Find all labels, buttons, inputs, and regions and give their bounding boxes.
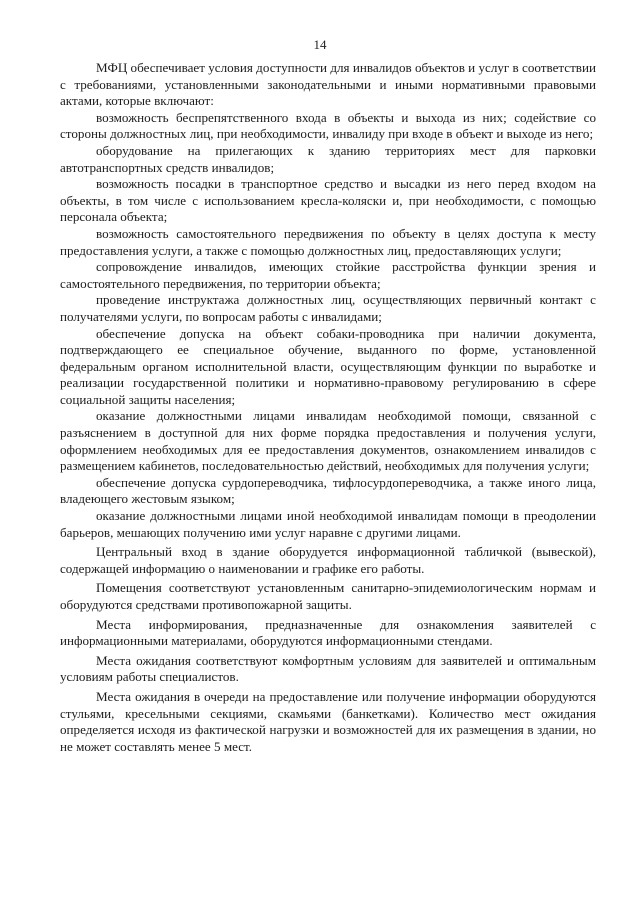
paragraph-item-entrance: возможность беспрепятственного входа в объекты и выхода из них; содействие со стороны должностных лиц, при необходимости, инвалиду при входе в объект и выходе из него; (60, 109, 596, 142)
paragraph-item-assistance: оказание должностными лицами инвалидам необходимой помощи, связанной с разъяснением в доступной для них форме порядка предоставления и получения услуги, оформлением необходимых для ее предоставления документов, ознакомлением инвалидов с размещением кабинетов, последовательностью действий, необходимых для получения услуги; (60, 408, 596, 474)
paragraph-item-barriers: оказание должностными лицами иной необходимой инвалидам помощи в преодолении барьеров, мешающих получению ими услуг наравне с другими лицами. (60, 508, 596, 540)
paragraph-item-movement: возможность самостоятельного передвижения по объекту в целях доступа к месту предоставления услуги, а также с помощью должностных лиц, предоставляющих услуги; (60, 225, 596, 258)
paragraph-premises: Помещения соответствуют установленным санитарно-эпидемиологическим нормам и оборудуются средствами противопожарной защиты. (60, 580, 596, 612)
paragraph-item-interpreter: обеспечение допуска сурдопереводчика, тифлосурдопереводчика, а также иного лица, владеющего жестовым языком; (60, 474, 596, 507)
paragraph-info-places: Места информирования, предназначенные для ознакомления заявителей с информационными материалами, оборудуются информационными стендами. (60, 616, 596, 649)
page-number: 14 (313, 37, 327, 52)
paragraph-entrance-sign: Центральный вход в здание оборудуется информационной табличкой (вывеской), содержащей информацию о наименовании и графике его работы. (60, 544, 596, 576)
paragraph-intro: МФЦ обеспечивает условия доступности для инвалидов объектов и услуг в соответствии с требованиями, установленными законодательными и иными нормативными правовыми актами, которые включают: (60, 60, 596, 109)
body-text (60, 60, 596, 755)
paragraph-item-escort: сопровождение инвалидов, имеющих стойкие расстройства функции зрения и самостоятельного передвижения, по территории объекта; (60, 259, 596, 291)
paragraph-item-transport: возможность посадки в транспортное средство и высадки из него перед входом на объекты, в том числе с использованием кресла-коляски и, при необходимости, с помощью персонала объекта; (60, 176, 596, 225)
paragraph-item-briefing: проведение инструктажа должностных лиц, осуществляющих первичный контакт с получателями услуги, по вопросам работы с инвалидами; (60, 292, 596, 324)
paragraph-waiting-queue: Места ожидания в очереди на предоставление или получение информации оборудуются стульями, кресельными секциями, скамьями (банкетками). Количество мест ожидания определяется исходя из фактической нагрузки и возможностей для их размещения в здании, но не может составлять менее 5 мест. (60, 688, 596, 754)
paragraph-waiting-places: Места ожидания соответствуют комфортным условиям для заявителей и оптимальным условиям работы специалистов. (60, 652, 596, 685)
paragraph-item-guide-dog: обеспечение допуска на объект собаки-проводника при наличии документа, подтверждающего ее специальное обучение, выданного по форме, установленной федеральным органом исполнительной власти, осуществляющим функции по выработке и реализации государственной политики и нормативно-правовому регулированию в сфере социальной защиты населения; (60, 325, 596, 407)
paragraph-item-parking: оборудование на прилегающих к зданию территориях мест для парковки автотранспортных средств инвалидов; (60, 142, 596, 175)
